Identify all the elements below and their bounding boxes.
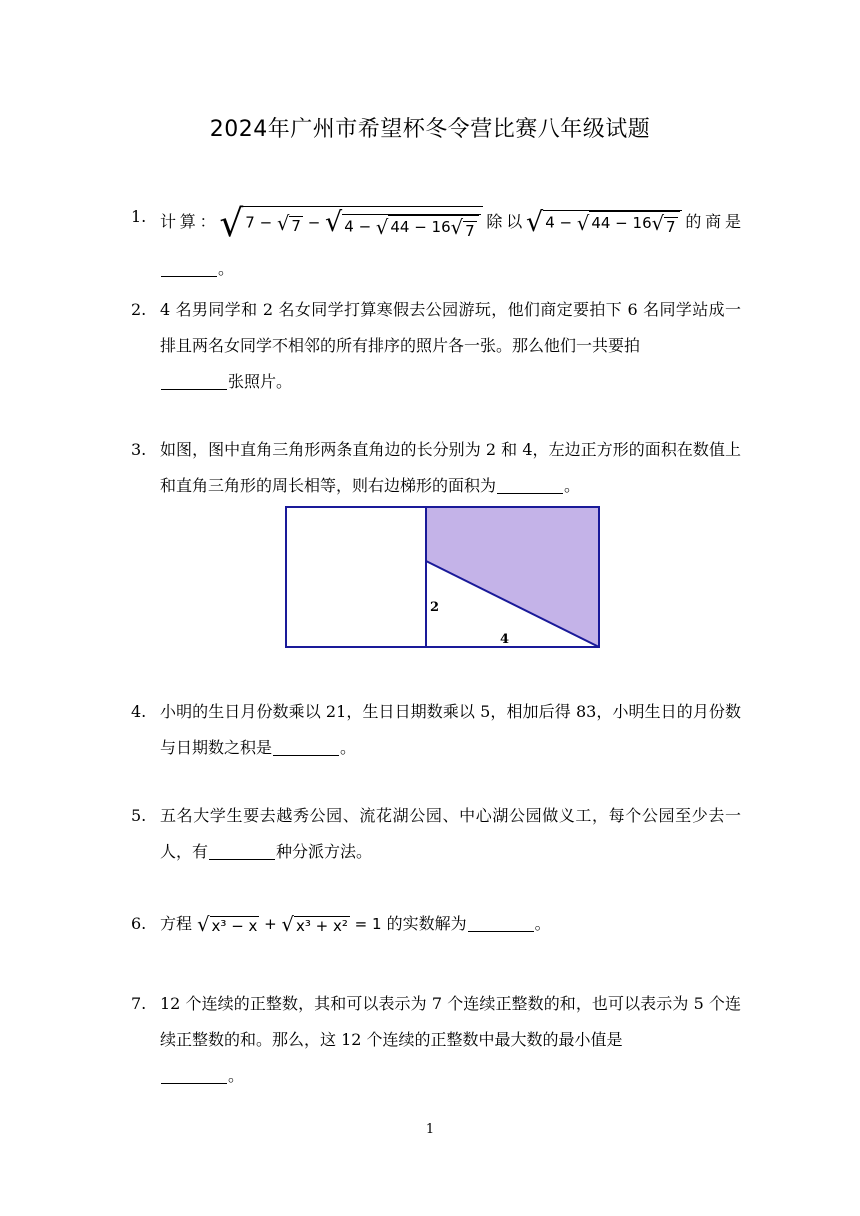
- radical-expression-1: √ 7 − √ 7 − √ 4 − √ 44 − 16√ 7: [219, 213, 482, 231]
- equation: √ x³ − x + √ x³ + x² = 1: [197, 912, 382, 936]
- question-text: 计算：: [160, 212, 220, 231]
- radical-expression-2: √ 4 − √ 44 − 16√ 7: [526, 213, 682, 231]
- geometry-figure: [284, 505, 604, 651]
- question-text: 的商是: [681, 212, 741, 231]
- leg-label-4: 4: [500, 632, 510, 647]
- question-1: 1. 计算：√ 7 − √ 7 − √ 4 − √ 44 − 16√ 7 除以√ 4 − √ 44 − 16√ 7 的商是。: [131, 200, 741, 278]
- question-text: 的实数解为: [381, 914, 467, 933]
- answer-blank[interactable]: [273, 737, 339, 756]
- question-text: 五名大学生要去越秀公园、流花湖公园、中心湖公园做义工，每个公园至少去一人，有: [160, 806, 741, 861]
- shaded-trapezoid: [426, 507, 599, 647]
- question-text: 除以: [482, 212, 527, 231]
- question-number: 3.: [131, 440, 147, 459]
- question-text: 4 名男同学和 2 名女同学打算寒假去公园游玩，他们商定要拍下 6 名同学站成一排且两名女同学不相邻的所有排序的照片各一张。那么他们一共要拍: [160, 300, 741, 355]
- question-text: 方程: [160, 914, 198, 933]
- answer-blank[interactable]: [209, 841, 275, 860]
- question-5: [131, 798, 741, 870]
- question-number: 5.: [131, 806, 147, 825]
- question-text: 种分派方法。: [276, 842, 373, 861]
- question-4: 4. 小明的生日月份数乘以 21，生日日期数乘以 5，相加后得 83，小明生日的月份数与日期数之积是 。: [131, 694, 741, 766]
- question-number: 7.: [131, 994, 147, 1013]
- question-text: 张照片。: [228, 372, 293, 391]
- left-square: [286, 507, 426, 647]
- answer-blank[interactable]: [161, 371, 227, 390]
- answer-blank[interactable]: [161, 1065, 227, 1084]
- question-3: 3. 如图，图中直角三角形两条直角边的长分别为 2 和 4，左边正方形的面积在数值上和直角三角形的周长相等，则右边梯形的面积为 。: [131, 432, 741, 504]
- answer-blank[interactable]: [161, 258, 217, 277]
- page-number: 1: [425, 1122, 435, 1137]
- question-text: 小明的生日月份数乘以 21，生日日期数乘以 5，相加后得 83，小明生日的月份数与日期数之积是: [160, 702, 741, 757]
- question-text: 如图，图中直角三角形两条直角边的长分别为 2 和 4，左边正方形的面积在数值上和直角三角形的周长相等，则右边梯形的面积为: [160, 440, 741, 495]
- question-number: 6.: [131, 914, 147, 933]
- question-6: 6. 方程 √ x³ − x + √ x³ + x² = 1 的实数解为 。: [131, 906, 741, 943]
- question-7: 7. 12 个连续的正整数，其和可以表示为 7 个连续正整数的和，也可以表示为 5 个连续正整数的和。那么，这 12 个连续的正整数中最大数的最小值是 。: [131, 986, 741, 1094]
- question-number: 4.: [131, 702, 147, 721]
- answer-blank[interactable]: [497, 475, 563, 494]
- question-text: 12 个连续的正整数，其和可以表示为 7 个连续正整数的和，也可以表示为 5 个连续正整数的和。那么，这 12 个连续的正整数中最大数的最小值是: [160, 994, 741, 1049]
- answer-blank[interactable]: [468, 913, 534, 932]
- page-title: 2024年广州市希望杯冬令营比赛八年级试题: [209, 117, 651, 142]
- question-number: 1.: [131, 207, 147, 226]
- question-2: [131, 292, 741, 400]
- question-number: 2.: [131, 300, 147, 319]
- leg-label-2: 2: [430, 600, 440, 615]
